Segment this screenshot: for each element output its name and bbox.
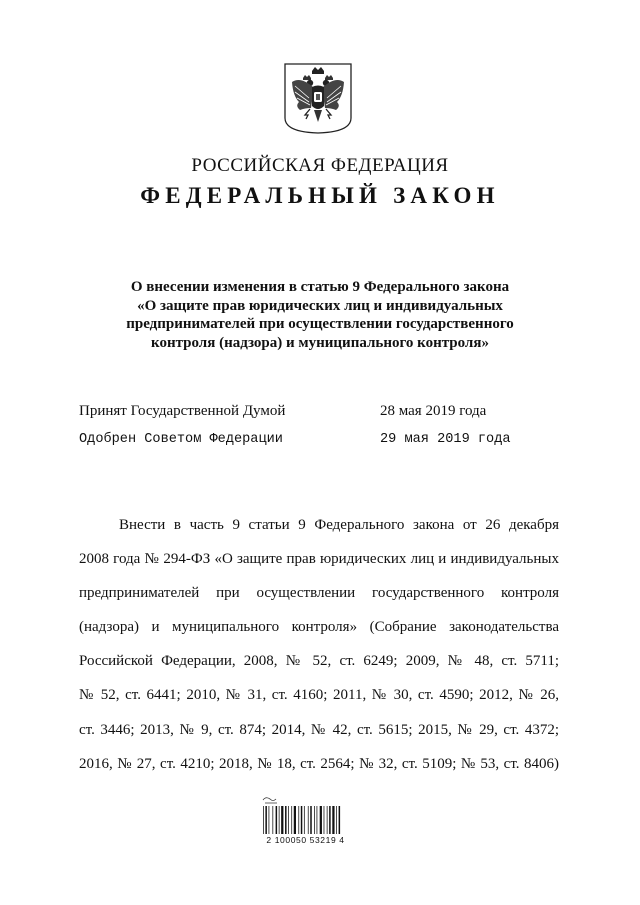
coat-of-arms-icon	[283, 62, 353, 135]
country-heading: РОССИЙСКАЯ ФЕДЕРАЦИЯ	[191, 155, 449, 176]
document-type-heading: ФЕДЕРАЛЬНЫЙ ЗАКОН	[140, 183, 500, 208]
approved-council-label: Одобрен Советом Федерации	[79, 432, 283, 447]
body-line: (надзора) и муниципального контроля» (Собрание законодательства	[79, 619, 559, 636]
law-title	[90, 278, 550, 352]
law-title-line: предпринимателей при осуществлении государственного	[126, 316, 514, 332]
barcode-number: 2 100050 53219 4	[266, 835, 345, 845]
law-body	[79, 508, 559, 781]
body-line: предпринимателей при осуществлении государственного контроля	[79, 585, 559, 602]
adopted-duma-date: 28 мая 2019 года	[380, 403, 487, 419]
body-line: ст. 3446; 2013, № 9, ст. 874; 2014, № 42, ст. 5615; 2015, № 29, ст. 4372;	[79, 721, 559, 738]
adopted-duma-label: Принят Государственной Думой	[79, 403, 286, 419]
law-title-line: «О защите прав юридических лиц и индивидуальных	[137, 297, 503, 314]
body-line: 2016, № 27, ст. 4210; 2018, № 18, ст. 2564; № 32, ст. 5109; № 53, ст. 8406)	[79, 755, 559, 772]
law-title-line: контроля (надзора) и муниципального контроля»	[151, 334, 489, 351]
law-title-line: О внесении изменения в статью 9 Федерального закона	[130, 279, 510, 295]
body-line: № 52, ст. 6441; 2010, № 31, ст. 4160; 2011, № 30, ст. 4590; 2012, № 26,	[79, 687, 559, 704]
body-line: Внести в часть 9 статьи 9 Федерального закона от 26 декабря	[119, 517, 559, 533]
approved-council-date: 29 мая 2019 года	[380, 432, 511, 447]
body-line: Российской Федерации, 2008, № 52, ст. 6249; 2009, № 48, ст. 5711;	[79, 653, 559, 670]
body-line: 2008 года № 294-ФЗ «О защите прав юридических лиц и индивидуальных	[79, 551, 559, 568]
